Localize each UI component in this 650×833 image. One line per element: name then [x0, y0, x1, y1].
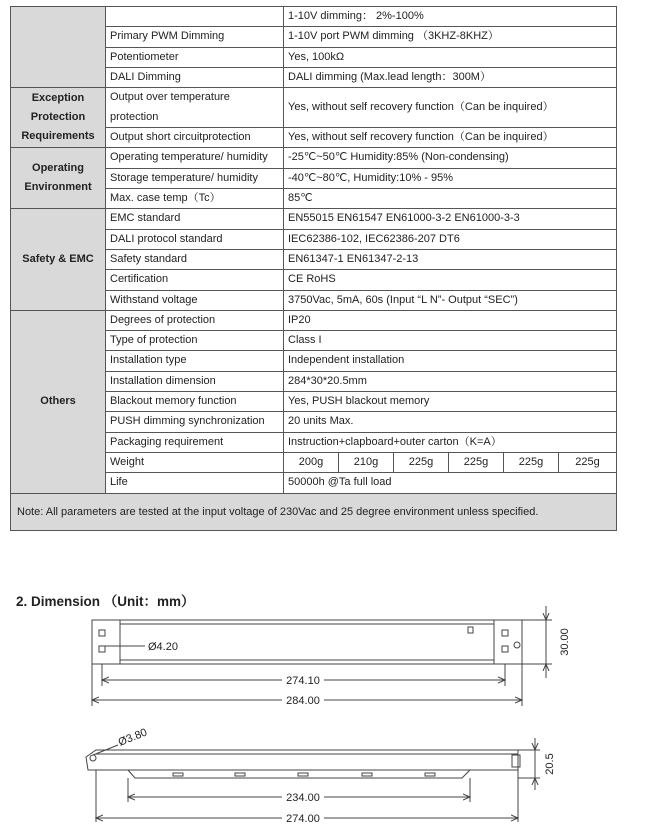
value-cell: 1-10V dimming： 2%-100%: [284, 7, 617, 27]
value-cell: IP20: [284, 310, 617, 330]
item-cell: Certification: [106, 270, 284, 290]
value-cell: Yes, 100kΩ: [284, 47, 617, 67]
item-cell: Storage temperature/ humidity: [106, 168, 284, 188]
category-cell: Exception Protection Requirements: [11, 88, 106, 148]
value-cell: 20 units Max.: [284, 412, 617, 432]
item-cell: Degrees of protection: [106, 310, 284, 330]
spec-table: [10, 6, 617, 531]
value-cell: Independent installation: [284, 351, 617, 371]
vent-slot-icon: [298, 773, 308, 776]
value-cell: DALI dimming (Max.lead length：300M）: [284, 67, 617, 87]
item-cell: DALI Dimming: [106, 67, 284, 87]
value-cell: Instruction+clapboard+outer carton（K=A）: [284, 432, 617, 452]
vent-slot-icon: [235, 773, 245, 776]
value-cell: EN61347-1 EN61347-2-13: [284, 249, 617, 269]
item-cell: Output short circuitprotection: [106, 128, 284, 148]
item-cell: Max. case temp（Tc）: [106, 189, 284, 209]
value-cell: 284*30*20.5mm: [284, 371, 617, 391]
category-cell: Safety & EMC: [11, 209, 106, 310]
value-cell: -40℃~80℃, Humidity:10% - 95%: [284, 168, 617, 188]
item-cell: Safety standard: [106, 249, 284, 269]
item-cell: Packaging requirement: [106, 432, 284, 452]
item-cell: Type of protection: [106, 331, 284, 351]
item-cell: Output over temperature protection: [106, 88, 284, 128]
height-label: 30.00: [559, 628, 571, 656]
note-text: Note: All parameters are tested at the input voltage of 230Vac and 25 degree environment unless specified.: [11, 493, 617, 530]
mount-hole-icon: [502, 630, 508, 636]
slot-hole-icon: [90, 755, 96, 761]
spec-row: [11, 209, 617, 229]
mount-hole-icon: [502, 646, 508, 652]
spec-row: [11, 310, 617, 330]
vent-slot-icon: [425, 773, 435, 776]
item-cell: Installation dimension: [106, 371, 284, 391]
slot-diameter-label: Ø3.80: [116, 726, 149, 749]
item-cell: PUSH dimming synchronization: [106, 412, 284, 432]
value-cell: EN55015 EN61547 EN61000-3-2 EN61000-3-3: [284, 209, 617, 229]
category-cell: Others: [11, 310, 106, 493]
value-cell: Yes, PUSH blackout memory: [284, 392, 617, 412]
depth-label: 20.5: [544, 753, 556, 775]
value-cell: IEC62386-102, IEC62386-207 DT6: [284, 229, 617, 249]
vent-slot-icon: [362, 773, 372, 776]
weight-cell: 225g: [504, 452, 559, 472]
value-cell: Yes, without self recovery function（Can be inquired）: [284, 88, 617, 128]
dimension-drawing: [0, 600, 650, 833]
mount-hole-icon: [99, 646, 105, 652]
side-view: [86, 738, 540, 822]
spec-row: [11, 88, 617, 128]
value-cell: Yes, without self recovery function（Can be inquired）: [284, 128, 617, 148]
value-cell: Class I: [284, 331, 617, 351]
end-clip-icon: [512, 755, 520, 767]
spec-row: [11, 7, 617, 27]
outer-length-label: 284.00: [286, 695, 320, 707]
item-cell: EMC standard: [106, 209, 284, 229]
inner-length-label: 274.10: [286, 675, 320, 687]
weight-cell: 200g: [284, 452, 339, 472]
top-view: [92, 606, 552, 706]
weight-cell: 225g: [394, 452, 449, 472]
item-cell: DALI protocol standard: [106, 229, 284, 249]
weight-cell: 210g: [339, 452, 394, 472]
bottom-length-label: 274.00: [286, 813, 320, 825]
dimension-title: 2. Dimension （Unit：mm）: [16, 594, 195, 609]
value-cell: 85℃: [284, 189, 617, 209]
value-cell: 1-10V port PWM dimming （3KHZ-8KHZ）: [284, 27, 617, 47]
value-cell: 3750Vac, 5mA, 60s (Input “L N”- Output “SEC”): [284, 290, 617, 310]
weight-cell: 225g: [559, 452, 617, 472]
spec-row: [11, 148, 617, 168]
item-cell: Operating temperature/ humidity: [106, 148, 284, 168]
side-view-body: [86, 750, 518, 770]
note-row: [11, 493, 617, 530]
item-cell: Primary PWM Dimming: [106, 27, 284, 47]
category-cell: [11, 7, 106, 88]
value-cell: 50000h @Ta full load: [284, 473, 617, 493]
terminal-icon: [468, 627, 473, 633]
value-cell: -25℃~50℃ Humidity:85% (Non-condensing): [284, 148, 617, 168]
item-cell: Installation type: [106, 351, 284, 371]
item-cell: Withstand voltage: [106, 290, 284, 310]
category-cell: Operating Environment: [11, 148, 106, 209]
item-cell: Potentiometer: [106, 47, 284, 67]
item-cell: Blackout memory function: [106, 392, 284, 412]
slot-span-label: 234.00: [286, 792, 320, 804]
vent-slot-icon: [173, 773, 183, 776]
item-cell: Life: [106, 473, 284, 493]
weight-cell: 225g: [449, 452, 504, 472]
item-cell: Weight: [106, 452, 284, 472]
item-cell: [106, 7, 284, 27]
value-cell: CE RoHS: [284, 270, 617, 290]
mount-hole-icon: [99, 630, 105, 636]
hole-diameter-label: Ø4.20: [148, 641, 178, 653]
